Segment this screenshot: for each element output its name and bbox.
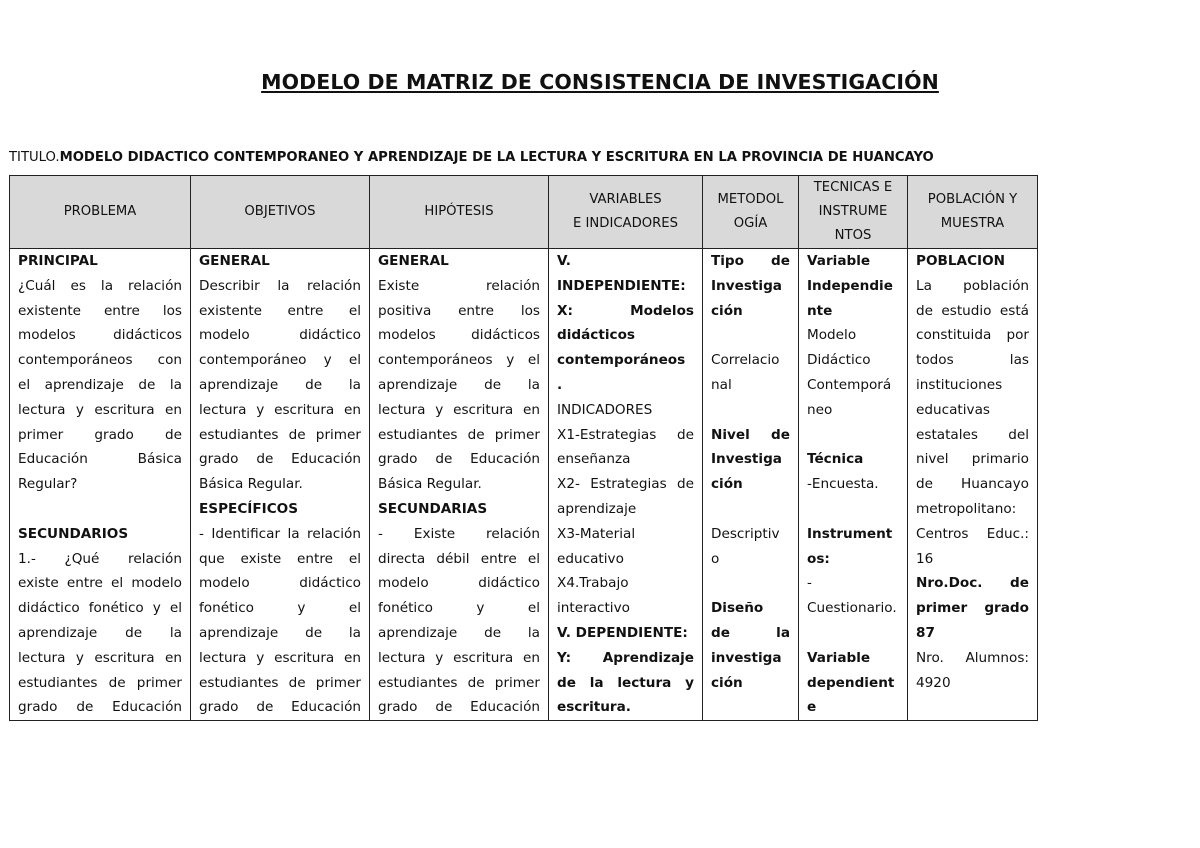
cell-text-line: estudiantes de primer — [199, 426, 361, 443]
cell-text-line: instituciones — [916, 376, 1003, 393]
cell-text-line: ¿Cuál es la relación — [18, 277, 182, 294]
cell-text-line: constituida por — [916, 327, 1029, 344]
cell-text-line: X: Modelos — [557, 302, 694, 319]
cell-text-line: Correlacio — [711, 352, 780, 369]
header-problema — [10, 176, 191, 249]
header-line: HIPÓTESIS — [424, 204, 494, 219]
cell-text-line: didácticos — [557, 327, 635, 344]
cell-text-line: Y: Aprendizaje — [557, 649, 694, 666]
cell-text-line: PRINCIPAL — [18, 253, 98, 269]
cell-text-line: Regular? — [18, 476, 78, 493]
cell-text-line: 4920 — [916, 674, 951, 691]
cell-text-line: investiga — [711, 649, 782, 666]
cell-text-line: Básica Regular. — [378, 476, 482, 493]
cell-text-line: Modelo — [807, 327, 857, 344]
cell-text-line: Independie — [807, 277, 893, 294]
cell-text-line: modelos didácticos — [18, 327, 182, 344]
header-metodologia — [703, 176, 799, 249]
cell-text-line: Centros Educ.: — [916, 525, 1029, 542]
cell-text-line: Nro.Doc. de — [916, 575, 1029, 592]
cell-text-line: de la — [711, 624, 790, 641]
cell-text-line: modelo didáctico — [199, 575, 361, 592]
cell-text-line: estudiantes de primer — [378, 426, 540, 443]
cell-text-line: modelo didáctico — [199, 327, 361, 344]
cell-text-line: contemporáneo y el — [199, 352, 361, 369]
cell-text-line: metropolitano: — [916, 500, 1017, 517]
cell-text-line — [711, 571, 790, 596]
header-line: OGÍA — [733, 216, 768, 231]
cell-text-line: X3-Material — [557, 525, 636, 542]
cell-text-line: Diseño — [711, 600, 764, 617]
cell-text-line: Existe relación — [378, 277, 540, 294]
cell-text-line — [807, 497, 899, 522]
cell-text-line: - Identificar la relación — [199, 525, 361, 542]
cell-text-line: todos las — [916, 352, 1029, 369]
cell-text-line: Describir la relación — [199, 277, 361, 294]
table-header-row — [10, 176, 1038, 249]
cell-text-line: INDEPENDIENTE: — [557, 277, 686, 294]
cell-text-line: - Existe relación — [378, 525, 540, 542]
cell-text-line: existe entre el modelo — [18, 575, 182, 592]
header-line: NTOS — [834, 228, 872, 243]
cell-text-line: GENERAL — [199, 253, 270, 269]
cell-text-line: neo — [807, 401, 833, 418]
cell-text-line: lectura y escritura en — [18, 649, 182, 666]
cell-text-line: contemporáneos — [557, 352, 686, 369]
cell-text-line — [711, 398, 790, 423]
cell-text-line: positiva entre los — [378, 302, 540, 319]
cell-text-line: Contemporá — [807, 376, 892, 393]
cell-text-line: Nivel de — [711, 426, 790, 443]
cell-text-line: grado de Educación — [199, 451, 361, 468]
cell-text-line: SECUNDARIAS — [378, 500, 488, 517]
cell-text-line: Educación Básica — [18, 451, 182, 468]
cell-text-line: existente entre el — [199, 302, 361, 319]
header-line: MUESTRA — [940, 216, 1005, 231]
header-line: E INDICADORES — [573, 216, 678, 231]
cell-text-line: 16 — [916, 550, 934, 567]
cell-text-line: directa débil entre el — [378, 550, 540, 567]
cell-text-line — [711, 497, 790, 522]
cell-text-line: el aprendizaje de la — [18, 376, 182, 393]
cell-text-line: lectura y escritura en — [378, 401, 540, 418]
cell-variables — [549, 249, 703, 721]
header-line: OBJETIVOS — [244, 204, 316, 219]
cell-text-line: primer grado — [916, 600, 1029, 617]
cell-text-line — [18, 497, 182, 522]
cell-text-line: ESPECÍFICOS — [199, 500, 299, 517]
cell-text-line: fonético y el — [199, 600, 361, 617]
cell-text-line: grado de Educación — [378, 699, 540, 716]
cell-text-line: modelos didácticos — [378, 327, 540, 344]
cell-hipotesis — [370, 249, 549, 721]
cell-text-line: didáctico fonético y el — [18, 600, 182, 617]
cell-text-line — [807, 621, 899, 646]
cell-text-line: estatales del — [916, 426, 1029, 443]
cell-text-line: Cuestionario. — [807, 600, 897, 617]
research-title-label: TITULO. — [9, 150, 60, 165]
cell-objetivos — [191, 249, 370, 721]
header-line: TECNICAS E — [813, 180, 893, 195]
cell-text-line: Instrument — [807, 525, 893, 542]
header-line: INSTRUME — [818, 204, 888, 219]
cell-text-line: educativas — [916, 401, 990, 418]
cell-text-line: nte — [807, 302, 833, 319]
cell-text-line: Didáctico — [807, 352, 871, 369]
cell-text-line: X1-Estrategias de — [557, 426, 694, 443]
cell-text-line: X4.Trabajo — [557, 575, 629, 592]
cell-text-line: grado de Educación — [18, 699, 182, 716]
cell-text-line: -Encuesta. — [807, 476, 879, 493]
cell-text-line: lectura y escritura en — [199, 401, 361, 418]
cell-text-line: 1.- ¿Qué relación — [18, 550, 182, 567]
research-title-line — [9, 150, 934, 165]
cell-text-line: ción — [711, 302, 743, 319]
cell-text-line: SECUNDARIOS — [18, 525, 129, 542]
header-poblacion — [908, 176, 1038, 249]
cell-text-line: enseñanza — [557, 451, 631, 468]
cell-text-line: GENERAL — [378, 253, 449, 269]
cell-text-line: lectura y escritura en — [378, 649, 540, 666]
cell-text-line: INDICADORES — [557, 401, 653, 418]
cell-text-line: grado de Educación — [199, 699, 361, 716]
cell-text-line: La población — [916, 277, 1029, 294]
header-tecnicas — [799, 176, 908, 249]
cell-text-line: ción — [711, 674, 743, 691]
cell-text-line: e — [807, 699, 817, 716]
cell-text-line: X2- Estrategias de — [557, 476, 694, 493]
cell-text-line: aprendizaje de la — [378, 376, 540, 393]
cell-text-line: de Huancayo — [916, 476, 1029, 493]
cell-text-line: lectura y escritura en — [199, 649, 361, 666]
header-line: METODOL — [717, 192, 784, 207]
header-objetivos — [191, 176, 370, 249]
document-title: MODELO DE MATRIZ DE CONSISTENCIA DE INVESTIGACIÓN — [261, 70, 939, 94]
cell-text-line: Investiga — [711, 277, 782, 294]
cell-text-line: modelo didáctico — [378, 575, 540, 592]
cell-text-line — [711, 323, 790, 348]
cell-text-line: ción — [711, 476, 743, 493]
table-row — [10, 249, 1038, 721]
cell-text-line: nal — [711, 376, 732, 393]
cell-text-line: Básica Regular. — [199, 476, 303, 493]
cell-text-line: aprendizaje de la — [199, 376, 361, 393]
cell-text-line: POBLACION — [916, 253, 1006, 269]
cell-tecnicas — [799, 249, 908, 721]
cell-text-line: dependient — [807, 674, 895, 691]
cell-text-line: grado de Educación — [378, 451, 540, 468]
cell-text-line: estudiantes de primer — [199, 674, 361, 691]
cell-text-line: existente entre los — [18, 302, 182, 319]
cell-text-line: de estudio está — [916, 302, 1029, 319]
cell-text-line: - — [807, 575, 812, 592]
header-variables — [549, 176, 703, 249]
cell-text-line: Variable — [807, 253, 871, 269]
cell-text-line: estudiantes de primer — [18, 674, 182, 691]
cell-text-line: lectura y escritura en — [18, 401, 182, 418]
cell-poblacion — [908, 249, 1038, 721]
cell-text-line: estudiantes de primer — [378, 674, 540, 691]
cell-text-line: contemporáneos y el — [378, 352, 540, 369]
consistency-matrix-table — [9, 175, 1038, 721]
cell-text-line: de la lectura y — [557, 674, 694, 691]
cell-text-line: os: — [807, 550, 830, 567]
research-title-text: MODELO DIDACTICO CONTEMPORANEO Y APRENDIZAJE DE LA LECTURA Y ESCRITURA EN LA PROVINCIA DE HUANCAYO — [59, 150, 934, 165]
cell-text-line: aprendizaje de la — [199, 624, 361, 641]
cell-text-line: fonético y el — [378, 600, 540, 617]
cell-text-line: contemporáneos con — [18, 352, 182, 369]
cell-text-line: V. DEPENDIENTE: — [557, 624, 688, 641]
cell-text-line: educativo — [557, 550, 624, 567]
cell-text-line: aprendizaje — [557, 500, 637, 517]
header-hipotesis — [370, 176, 549, 249]
header-line: VARIABLES — [589, 192, 662, 207]
cell-text-line: 87 — [916, 624, 935, 641]
cell-text-line: nivel primario — [916, 451, 1029, 468]
cell-metodologia — [703, 249, 799, 721]
cell-text-line: Tipo de — [711, 253, 790, 269]
header-line: PROBLEMA — [63, 204, 137, 219]
cell-problema — [10, 249, 191, 721]
cell-text-line: Investiga — [711, 451, 782, 468]
cell-text-line: Técnica — [807, 451, 864, 468]
cell-text-line: Descriptiv — [711, 525, 780, 542]
cell-text-line — [807, 423, 899, 448]
cell-text-line: escritura. — [557, 699, 631, 716]
cell-text-line: . — [557, 376, 563, 393]
cell-text-line: interactivo — [557, 600, 630, 617]
cell-text-line: Variable — [807, 649, 871, 666]
cell-text-line: que existe entre el — [199, 550, 361, 567]
cell-text-line: Nro. Alumnos: — [916, 649, 1029, 666]
cell-text-line: primer grado de — [18, 426, 182, 443]
cell-text-line: o — [711, 550, 720, 567]
cell-text-line: aprendizaje de la — [378, 624, 540, 641]
header-line: POBLACIÓN Y — [927, 192, 1018, 207]
cell-text-line: V. — [557, 253, 571, 269]
cell-text-line: aprendizaje de la — [18, 624, 182, 641]
